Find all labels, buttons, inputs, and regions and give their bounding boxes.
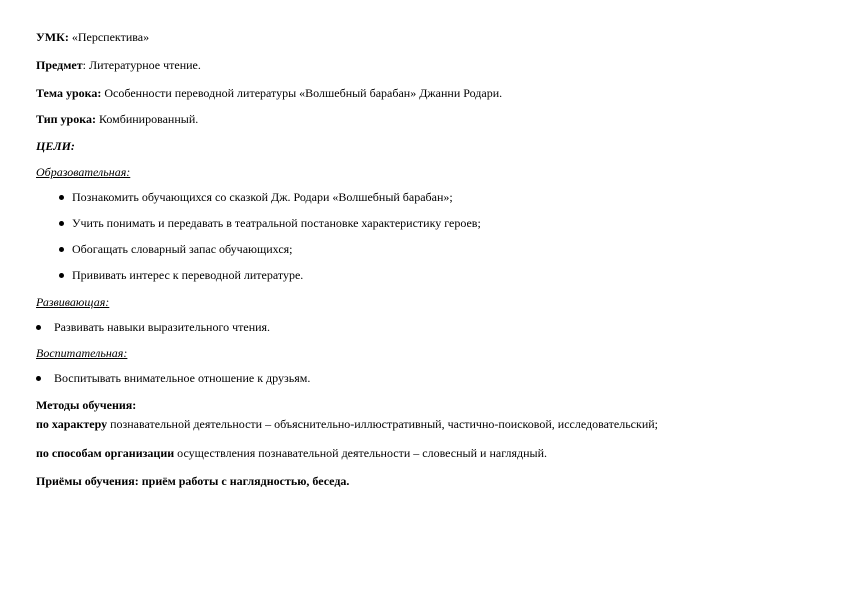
goals-heading: ЦЕЛИ: [36, 139, 75, 153]
bullet-icon [36, 376, 41, 381]
educational-heading: Образовательная: [36, 165, 131, 179]
upbringing-item: Воспитывать внимательное отношение к друзьям. [54, 371, 311, 385]
upbringing-heading: Воспитательная: [36, 346, 128, 360]
bullet-icon [59, 221, 64, 226]
educational-item: Прививать интерес к переводной литературе. [72, 268, 304, 282]
bullet-icon [59, 247, 64, 252]
methods-heading: Методы обучения: [36, 398, 137, 412]
bullet-icon [36, 325, 41, 330]
by-organization-value: осуществления познавательной деятельности – словесный и наглядный. [174, 446, 548, 460]
topic-value: Особенности переводной литературы «Волшебный барабан» Джанни Родари. [101, 86, 503, 100]
subject-line [36, 58, 201, 73]
developing-item: Развивать навыки выразительного чтения. [54, 320, 271, 334]
bullet-icon [59, 195, 64, 200]
umk-label: УМК: [36, 30, 69, 44]
umk-line [36, 30, 149, 45]
by-organization-label: по способам организации [36, 446, 175, 460]
topic-line [36, 86, 502, 101]
by-character-label: по характеру [36, 417, 108, 431]
lesson-type-value: Комбинированный. [95, 112, 199, 126]
lesson-type-line [36, 112, 198, 127]
subject-label: Предмет [36, 58, 83, 72]
educational-item: Обогащать словарный запас обучающихся; [72, 242, 293, 256]
subject-value: : Литературное чтение. [82, 58, 201, 72]
by-character-value: познавательной деятельности – объяснительно-иллюстративный, частично-поисковой, исследовательский; [107, 417, 659, 431]
educational-item: Учить понимать и передавать в театральной постановке характеристику героев; [72, 216, 481, 230]
topic-label: Тема урока: [36, 86, 102, 100]
educational-item: Познакомить обучающихся со сказкой Дж. Родари «Волшебный барабан»; [72, 190, 453, 204]
lesson-type-label: Тип урока: [36, 112, 96, 126]
umk-value: «Перспектива» [68, 30, 150, 44]
developing-heading: Развивающая: [36, 295, 110, 309]
methods-by-character [36, 417, 658, 432]
bullet-icon [59, 273, 64, 278]
techniques-line: Приёмы обучения: приём работы с наглядностью, беседа. [36, 474, 350, 488]
methods-by-organization [36, 446, 547, 461]
